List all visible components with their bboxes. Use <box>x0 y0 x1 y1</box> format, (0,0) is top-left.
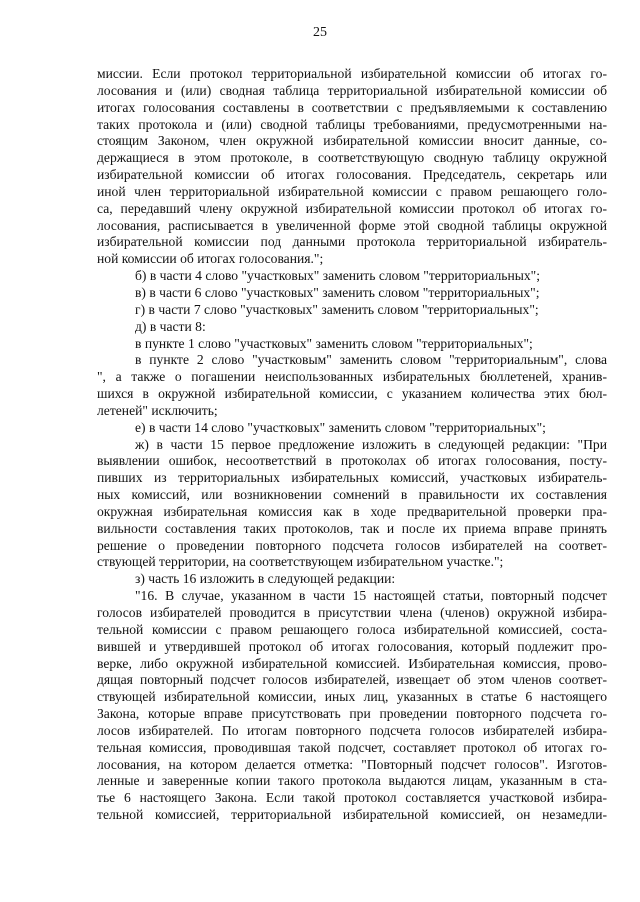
text-line: лосов избирателей. По итогам повторного подсчета голосов избирателей избира- <box>97 722 607 738</box>
text-line: ж) в части 15 первое предложение изложить в следующей редакции: "При <box>135 436 607 452</box>
text-line: ствующей избирательной комиссии, иных лиц, указанных в статье 6 настоящего <box>97 689 607 705</box>
text-line: иной член территориальной избирательной комиссии с правом решающего голо- <box>97 183 607 199</box>
page-number: 25 <box>313 25 327 40</box>
text-line: лосования, на котором делается отметка: "Повторный подсчет голосов". Изготов- <box>97 756 607 772</box>
text-line: вильности составления таких протоколов, так и после их приема вправе принять <box>97 520 607 536</box>
text-line: з) часть 16 изложить в следующей редакции: <box>135 571 396 587</box>
text-line: са, передавший члену окружной избирательной комиссии протокол об итогах го- <box>97 200 607 216</box>
text-line: лосования и (или) сводная таблица территориальной избирательной комиссии об <box>97 82 607 98</box>
text-line: лосования, расписывается в увеличенной форме этой сводной таблицы окружной <box>97 217 607 233</box>
text-line: ", а также о погашении неиспользованных избирательных бюллетеней, хранив- <box>97 369 607 385</box>
text-line: в пункте 1 слово "участковых" заменить словом "территориальных"; <box>135 335 533 351</box>
text-line: б) в части 4 слово "участковых" заменить словом "территориальных"; <box>135 268 540 284</box>
text-line: выявлении ошибок, несоответствий в протоколах об итогах голосования, посту- <box>97 453 607 469</box>
text-line: е) в части 14 слово "участковых" заменить словом "территориальных"; <box>135 419 546 435</box>
text-line: шихся в окружной избирательной комиссии, с указанием количества этих бюл- <box>97 386 607 402</box>
body-text <box>97 66 607 824</box>
text-line: избирательной комиссии под данными протокола территориальной избиратель- <box>97 234 607 250</box>
text-line: пивших из территориальных избирательных комиссий, участковых избиратель- <box>97 470 607 486</box>
text-line: стоящим Законом, член окружной избирательной комиссии вносит данные, со- <box>97 133 607 149</box>
text-line: таких протокола и (или) сводной таблицы требованиями, предусмотренными на- <box>97 116 607 132</box>
text-line: голосов избирателей проводится в присутствии члена (членов) окружной избира- <box>97 605 607 620</box>
text-line: в) в части 6 слово "участковых" заменить словом "территориальных"; <box>135 284 540 300</box>
text-line: избирательной комиссии об итогах голосования. Председатель, секретарь или <box>97 167 607 183</box>
text-line: ной комиссии об итогах голосования."; <box>97 251 324 267</box>
text-line: окружная избирательная комиссия как в ходе предварительной проверки пра- <box>97 503 607 519</box>
text-line: миссии. Если протокол территориальной избирательной комиссии об итогах го- <box>97 66 607 81</box>
text-line: г) в части 7 слово "участковых" заменить словом "территориальных"; <box>135 301 539 317</box>
text-line: в пункте 2 слово "участковым" заменить словом "территориальным", слова <box>135 352 607 368</box>
text-line: решение о проведении повторного подсчета голосов избирателей на соответ- <box>97 537 607 553</box>
text-line: ствующей территории, на соответствующем избирательном участке."; <box>97 554 504 570</box>
text-line: летеней" исключить; <box>97 402 218 418</box>
text-line: тье 6 настоящего Закона. Если такой протокол составляется участковой избира- <box>97 790 607 806</box>
text-line: тельная комиссия, проводившая такой подсчет, составляет протокол об итогах го- <box>97 739 607 755</box>
text-line: тельной комиссией, территориальной избирательной комиссией, он незамедли- <box>97 807 607 823</box>
text-line: дящая повторный подсчет голосов избирателей, извещает об этом членов соответ- <box>97 672 607 688</box>
text-line: "16. В случае, указанном в части 15 настоящей статьи, повторный подсчет <box>135 588 607 604</box>
text-line: д) в части 8: <box>135 318 206 334</box>
text-line: ленные и заверенные копии такого протокола выдаются лицам, указанным в ста- <box>97 773 607 789</box>
text-line: итогах голосования составлены в соответствии с предъявляемыми к составлению <box>97 99 607 115</box>
text-line: держащиеся в этом протоколе, в соответствующую сводную таблицу окружной <box>97 150 607 166</box>
text-line: верке, либо окружной избирательной комиссией. Избирательная комиссия, прово- <box>97 655 607 671</box>
text-line: вившей и утвердившей протокол об итогах голосования, который подлежит про- <box>97 638 607 654</box>
text-line: ных комиссий, или возникновении сомнений в правильности их составления <box>97 487 607 503</box>
text-line: тельной комиссии с правом решающего голоса избирательной комиссией, соста- <box>97 621 607 637</box>
text-line: Закона, которые вправе присутствовать при проведении повторного подсчета го- <box>97 706 607 722</box>
